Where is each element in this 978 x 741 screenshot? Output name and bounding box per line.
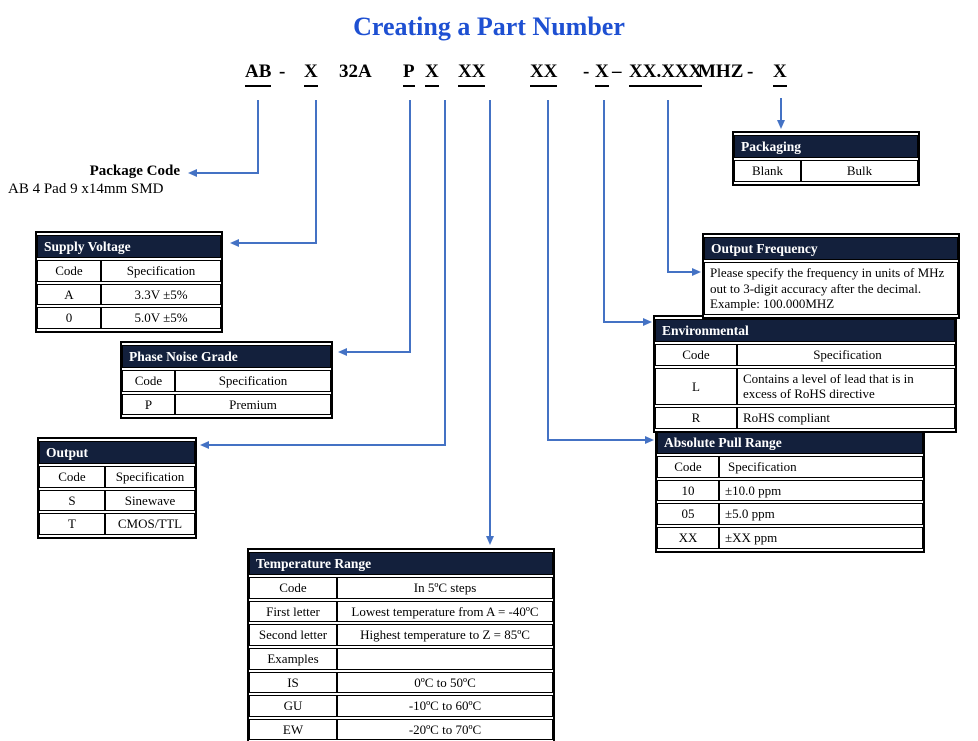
table-cell: ±10.0 ppm xyxy=(719,480,923,502)
table-cell: Sinewave xyxy=(105,490,195,512)
absolute-pull-range-table xyxy=(655,427,925,553)
column-header: Specification xyxy=(175,370,331,392)
arrow-to-supply-voltage xyxy=(238,100,316,243)
pn-segment-output: X xyxy=(425,60,439,87)
pn-segment-series: 32A xyxy=(339,61,372,82)
packaging-table-title: Packaging xyxy=(734,135,918,158)
pn-separator-dash: – xyxy=(612,61,622,82)
column-header: Code xyxy=(657,456,719,478)
output-frequency-box-title: Output Frequency xyxy=(704,237,958,260)
column-header: Specification xyxy=(719,456,923,478)
table-cell: GU xyxy=(249,695,337,717)
table-cell: Second letter xyxy=(249,624,337,646)
table-row xyxy=(655,407,955,429)
arrow-to-pull-range xyxy=(548,100,646,440)
table-cell: XX xyxy=(657,527,719,549)
table-cell: 05 xyxy=(657,503,719,525)
output-frequency-example: Example: 100.000MHZ xyxy=(710,296,835,312)
output-frequency-box xyxy=(702,233,960,319)
pn-segment-package: AB xyxy=(245,60,271,87)
table-cell: Bulk xyxy=(801,160,918,182)
table-cell: L xyxy=(655,368,737,405)
pn-segment-supply-voltage: X xyxy=(304,60,318,87)
table-cell: 10 xyxy=(657,480,719,502)
page-title: Creating a Part Number xyxy=(353,12,625,41)
package-code-description: AB 4 Pad 9 x14mm SMD xyxy=(8,181,164,197)
column-header: Code xyxy=(655,344,737,366)
temperature-range-table-title: Temperature Range xyxy=(249,552,553,575)
table-row xyxy=(39,513,195,535)
supply-voltage-table-title: Supply Voltage xyxy=(37,235,221,258)
table-row xyxy=(655,368,955,405)
table-cell: Contains a level of lead that is in excess of RoHS directive xyxy=(737,368,955,405)
pn-separator-hyphen-2: - xyxy=(583,61,590,82)
pn-segment-environmental: X xyxy=(595,60,609,87)
phase-noise-grade-table xyxy=(120,341,333,419)
table-cell: Code xyxy=(249,577,337,599)
table-cell: T xyxy=(39,513,105,535)
arrow-to-output-frequency xyxy=(668,100,693,272)
arrow-to-environmental xyxy=(604,100,644,322)
environmental-table xyxy=(653,315,957,433)
table-row xyxy=(655,344,955,366)
column-header: Specification xyxy=(737,344,955,366)
table-cell: EW xyxy=(249,719,337,741)
table-row xyxy=(39,490,195,512)
table-cell: Highest temperature to Z = 85ºC xyxy=(337,624,553,646)
table-row xyxy=(249,719,553,741)
table-cell: P xyxy=(122,394,175,416)
table-row xyxy=(249,648,553,670)
table-row xyxy=(734,160,918,182)
table-row xyxy=(657,503,923,525)
output-table-title: Output xyxy=(39,441,195,464)
column-header: Specification xyxy=(105,466,195,488)
table-cell: S xyxy=(39,490,105,512)
table-row xyxy=(37,260,221,282)
table-cell xyxy=(337,648,553,670)
table-row xyxy=(249,672,553,694)
environmental-table-title: Environmental xyxy=(655,319,955,342)
pn-unit-mhz: MHZ xyxy=(698,61,744,82)
column-header: Code xyxy=(39,466,105,488)
table-cell: 5.0V ±5% xyxy=(101,307,221,329)
table-cell: First letter xyxy=(249,601,337,623)
absolute-pull-range-table-title: Absolute Pull Range xyxy=(657,431,923,454)
table-row xyxy=(249,695,553,717)
table-cell: -10ºC to 60ºC xyxy=(337,695,553,717)
table-row xyxy=(249,624,553,646)
table-row xyxy=(657,527,923,549)
column-header: Code xyxy=(122,370,175,392)
table-cell: 0ºC to 50ºC xyxy=(337,672,553,694)
pn-segment-temperature: XX xyxy=(458,60,485,87)
package-code-label: Package Code xyxy=(89,163,180,179)
output-frequency-text: Please specify the frequency in units of MHz out to 3-digit accuracy after the decimal. xyxy=(710,265,945,296)
pn-segment-packaging: X xyxy=(773,60,787,87)
column-header: Specification xyxy=(101,260,221,282)
table-row xyxy=(704,262,958,315)
table-row xyxy=(39,466,195,488)
table-row xyxy=(249,601,553,623)
pn-separator-hyphen-1: - xyxy=(279,61,286,82)
table-cell: In 5ºC steps xyxy=(337,577,553,599)
table-cell: 0 xyxy=(37,307,101,329)
packaging-table xyxy=(732,131,920,186)
table-cell: ±5.0 ppm xyxy=(719,503,923,525)
table-cell: 3.3V ±5% xyxy=(101,284,221,306)
table-cell: Examples xyxy=(249,648,337,670)
table-row xyxy=(657,480,923,502)
supply-voltage-table xyxy=(35,231,223,333)
table-row xyxy=(122,370,331,392)
output-table xyxy=(37,437,197,539)
table-cell: Lowest temperature from A = -40ºC xyxy=(337,601,553,623)
table-cell: CMOS/TTL xyxy=(105,513,195,535)
table-cell: IS xyxy=(249,672,337,694)
table-row xyxy=(657,456,923,478)
pn-segment-pull-range: XX xyxy=(530,60,557,87)
pn-separator-hyphen-3: - xyxy=(747,61,754,82)
pn-segment-frequency: XX.XXX xyxy=(629,60,702,87)
table-cell: ±XX ppm xyxy=(719,527,923,549)
arrow-to-package-code xyxy=(196,100,258,173)
table-cell: R xyxy=(655,407,737,429)
table-cell: Blank xyxy=(734,160,801,182)
phase-noise-grade-table-title: Phase Noise Grade xyxy=(122,345,331,368)
column-header: Code xyxy=(37,260,101,282)
table-cell: Premium xyxy=(175,394,331,416)
table-row xyxy=(37,284,221,306)
arrow-to-phase-noise xyxy=(346,100,410,352)
pn-segment-phase-noise: P xyxy=(403,60,415,87)
table-row xyxy=(249,577,553,599)
table-row xyxy=(37,307,221,329)
temperature-range-table xyxy=(247,548,555,741)
table-cell: RoHS compliant xyxy=(737,407,955,429)
table-row xyxy=(122,394,331,416)
table-cell: A xyxy=(37,284,101,306)
table-cell: -20ºC to 70ºC xyxy=(337,719,553,741)
